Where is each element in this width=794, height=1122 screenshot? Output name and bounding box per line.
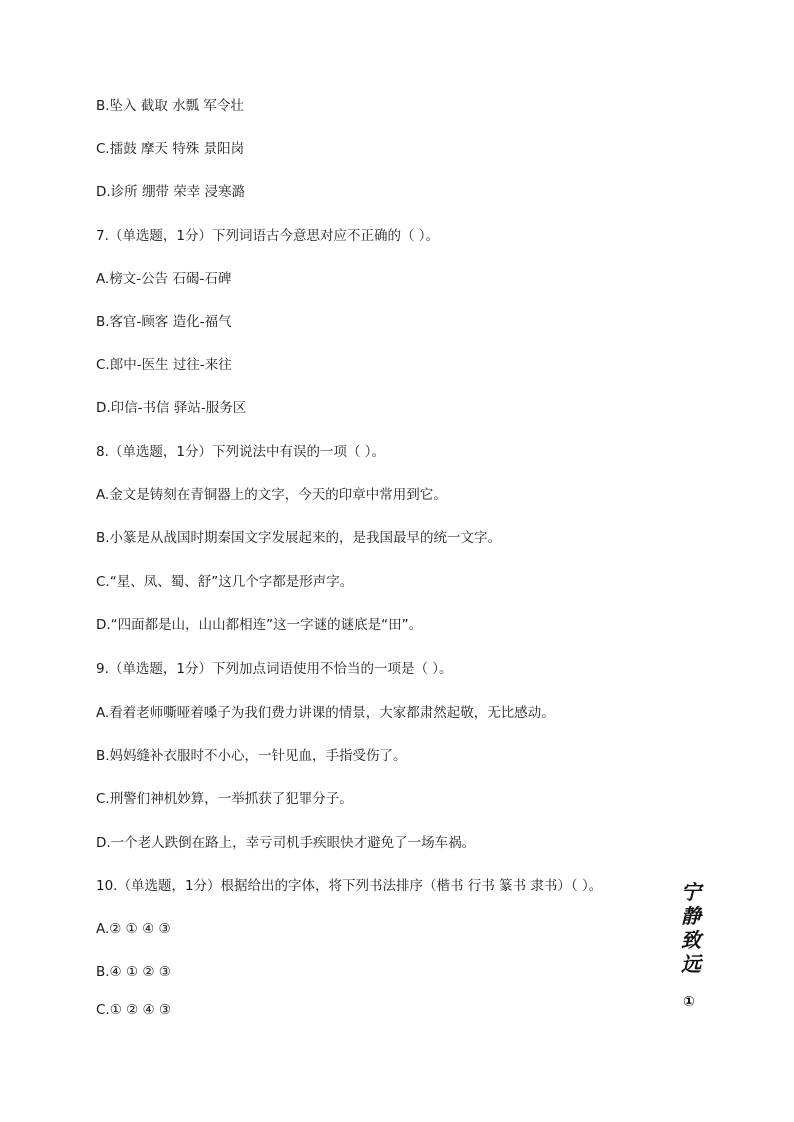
q9-stem: 9.（单选题，1分）下列加点词语使用不恰当的一项是（ ）。 [96,661,453,677]
q9-option-c: C.刑警们神机妙算，一举抓获了犯罪分子。 [96,791,353,807]
q10-option-b: B.④ ① ② ③ [96,964,171,980]
calligraphy-char: 宁 [681,880,701,904]
q8-option-b: B.小篆是从战国时期秦国文字发展起来的，是我国最早的统一文字。 [96,530,502,546]
q8-stem: 8.（单选题，1分）下列说法中有误的一项（ ）。 [96,444,386,460]
calligraphy-char: 远 [681,952,701,976]
q10-stem: 10.（单选题，1分）根据给出的字体，将下列书法排序（楷书 行书 篆书 隶书）（ ）。 [96,878,603,894]
q6-option-d: D.诊所 绷带 荣幸 浸寒潞 [96,184,246,200]
q9-option-b: B.妈妈缝补衣服时不小心，一针见血，手指受伤了。 [96,748,407,764]
calligraphy-number: ① [683,994,695,1010]
q10-option-a: A.② ① ④ ③ [96,921,171,937]
q6-option-b: B.坠入 截取 水瓢 军令壮 [96,98,244,114]
q9-option-a: A.看着老师嘶哑着嗓子为我们费力讲课的情景，大家都肃然起敬，无比感动。 [96,705,555,721]
q7-stem: 7.（单选题，1分）下列词语古今意思对应不正确的（ ）。 [96,228,440,244]
q9-option-d: D.一个老人跌倒在路上，幸亏司机手疾眼快才避免了一场车祸。 [96,835,476,851]
q6-option-c: C.擂鼓 摩天 特殊 景阳岗 [96,141,245,157]
q7-option-a: A.榜文-公告 石碣-石碑 [96,271,232,287]
calligraphy-char: 静 [681,904,701,928]
q7-option-c: C.郎中-医生 过往-来往 [96,357,232,373]
q8-option-c: C.“星、凤、蜀、舒”这几个字都是形声字。 [96,574,354,590]
q8-option-d: D.“四面都是山，山山都相连”这一字谜的谜底是“田”。 [96,617,423,633]
q7-option-b: B.客官-顾客 造化-福气 [96,314,232,330]
q7-option-d: D.印信-书信 驿站-服务区 [96,400,247,416]
q8-option-a: A.金文是铸刻在青铜器上的文字，今天的印章中常用到它。 [96,487,447,503]
calligraphy-sample-image [676,880,706,976]
calligraphy-char: 致 [681,928,701,952]
q10-option-c: C.① ② ④ ③ [96,1002,172,1018]
